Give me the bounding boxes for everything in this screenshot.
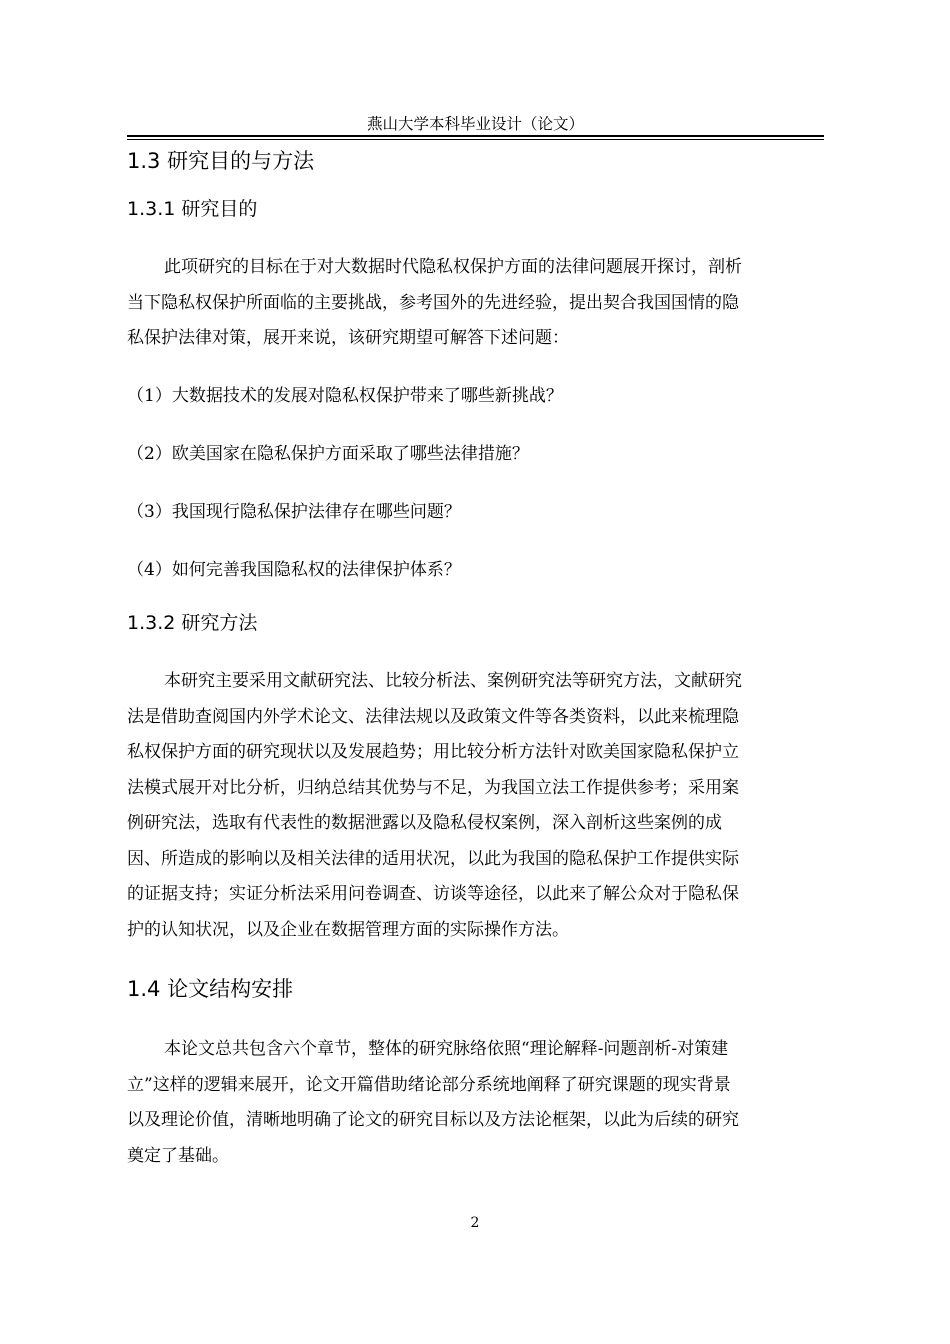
paragraph-line: 的证据支持；实证分析法采用问卷调查、访谈等途径，以此来了解公众对于隐私保 [127, 884, 739, 904]
paragraph-line: 本研究主要采用文献研究法、比较分析法、案例研究法等研究方法，文献研究 [164, 671, 742, 691]
paragraph-line: 护的认知状况，以及企业在数据管理方面的实际操作方法。 [127, 919, 569, 940]
section-heading-1-4: 1.4 论文结构安排 [127, 977, 294, 1001]
paragraph-research-purpose [127, 250, 824, 357]
paragraph-line: 当下隐私权保护所面临的主要挑战，参考国外的先进经验，提出契合我国国情的隐 [127, 292, 739, 313]
paragraph-thesis-structure [127, 1032, 824, 1174]
paragraph-line: 法模式展开对比分析，归纳总结其优势与不足，为我国立法工作提供参考；采用案 [127, 777, 739, 798]
question-item: （4）如何完善我国隐私权的法律保护体系？ [127, 560, 461, 580]
paragraph-line: 奠定了基础。 [127, 1145, 229, 1166]
paragraph-line: 本论文总共包含六个章节，整体的研究脉络依照“理论解释-问题剖析-对策建 [164, 1039, 729, 1059]
question-item: （2）欧美国家在隐私保护方面采取了哪些法律措施？ [127, 444, 529, 464]
page-header: 燕山大学本科毕业设计（论文） [366, 115, 584, 133]
question-item: （3）我国现行隐私保护法律存在哪些问题？ [127, 502, 461, 522]
paragraph-line: 法是借助查阅国内外学术论文、法律法规以及政策文件等各类资料，以此来梳理隐 [127, 706, 739, 727]
paragraph-line: 因、所造成的影响以及相关法律的适用状况，以此为我国的隐私保护工作提供实际 [127, 848, 739, 869]
section-heading-1-3: 1.3 研究目的与方法 [127, 149, 315, 173]
paragraph-line: 私保护法律对策，展开来说，该研究期望可解答下述问题： [127, 328, 569, 348]
paragraph-line: 私权保护方面的研究现状以及发展趋势；用比较分析方法针对欧美国家隐私保护立 [127, 742, 739, 762]
header-rule-thin [127, 139, 824, 140]
paragraph-line: 以及理论价值，清晰地明确了论文的研究目标以及方法论框架，以此为后续的研究 [127, 1110, 739, 1130]
paragraph-line: 立”这样的逻辑来展开，论文开篇借助绪论部分系统地阐释了研究课题的现实背景 [127, 1074, 731, 1095]
paragraph-research-methods [127, 664, 824, 948]
paragraph-line: 此项研究的目标在于对大数据时代隐私权保护方面的法律问题展开探讨，剖析 [164, 257, 742, 277]
subsection-heading-1-3-2: 1.3.2 研究方法 [127, 612, 258, 634]
paragraph-line: 例研究法，选取有代表性的数据泄露以及隐私侵权案例，深入剖析这些案例的成 [127, 813, 722, 833]
subsection-heading-1-3-1: 1.3.1 研究目的 [127, 198, 258, 220]
page-number: 2 [470, 1215, 480, 1231]
question-item: （1）大数据技术的发展对隐私权保护带来了哪些新挑战？ [127, 386, 563, 406]
header-rule [127, 135, 824, 137]
